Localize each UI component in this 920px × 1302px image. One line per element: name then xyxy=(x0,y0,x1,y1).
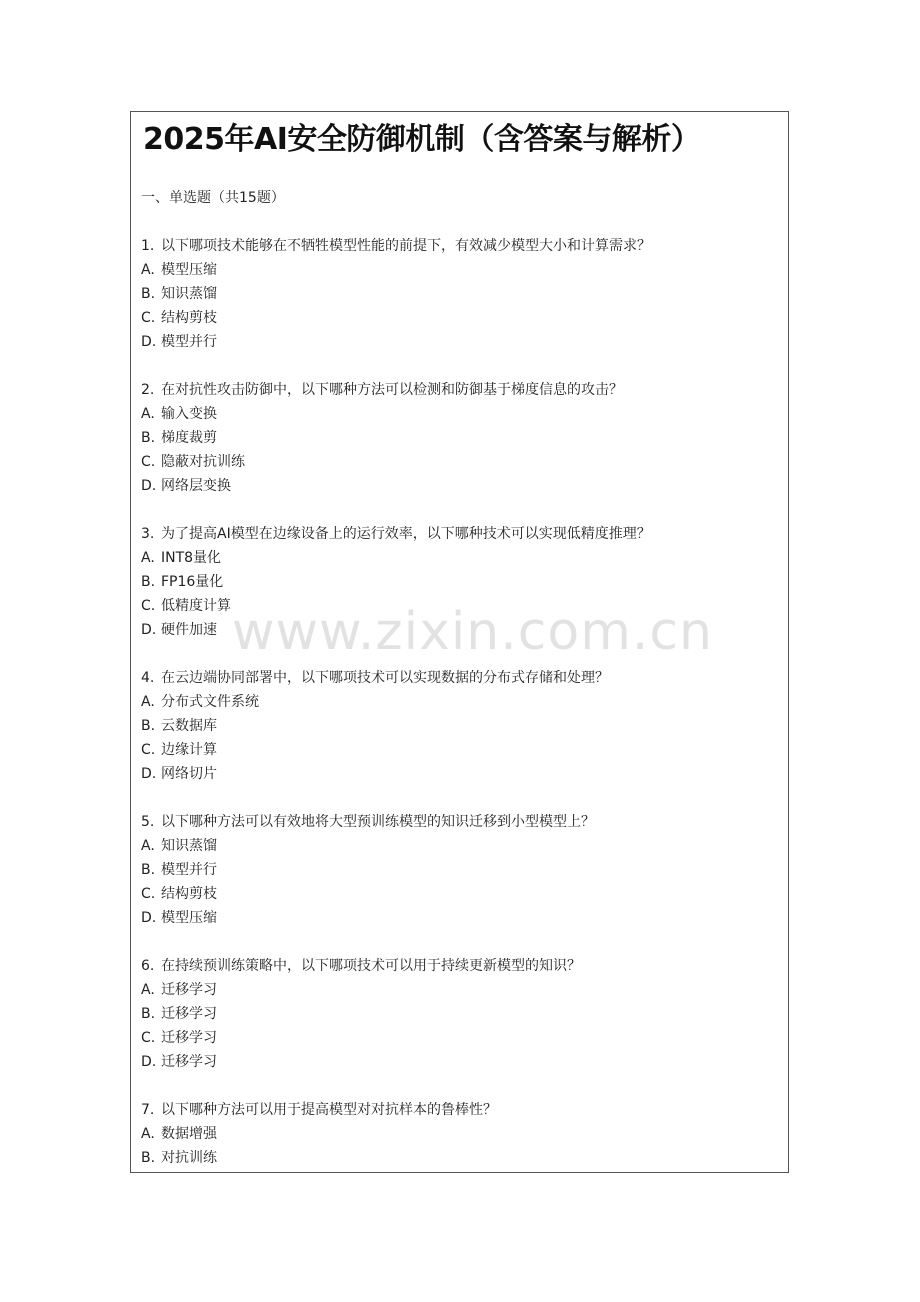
option-item xyxy=(141,546,781,570)
question-text: 以下哪种方法可以用于提高模型对对抗样本的鲁棒性？ xyxy=(161,1102,497,1118)
option-text: 模型并行 xyxy=(161,862,217,878)
question-block xyxy=(141,234,781,354)
option-item xyxy=(141,306,781,330)
option-text: 隐蔽对抗训练 xyxy=(161,454,245,470)
option-letter: D. xyxy=(141,1054,157,1070)
option-item xyxy=(141,714,781,738)
option-item xyxy=(141,1026,781,1050)
option-letter: D. xyxy=(141,478,157,494)
question-line xyxy=(141,1098,781,1122)
option-letter: B. xyxy=(141,574,156,590)
option-item xyxy=(141,906,781,930)
question-number: 1. xyxy=(141,238,155,254)
option-item xyxy=(141,258,781,282)
option-item xyxy=(141,690,781,714)
option-item xyxy=(141,594,781,618)
question-number: 7. xyxy=(141,1102,155,1118)
option-letter: C. xyxy=(141,1030,156,1046)
option-item xyxy=(141,1050,781,1074)
option-letter: A. xyxy=(141,262,155,278)
question-number: 6. xyxy=(141,958,155,974)
option-text: 边缘计算 xyxy=(161,742,217,758)
option-text: 知识蒸馏 xyxy=(161,286,217,302)
option-letter: C. xyxy=(141,598,156,614)
question-number: 2. xyxy=(141,382,155,398)
option-letter: A. xyxy=(141,838,155,854)
question-text: 为了提高AI模型在边缘设备上的运行效率，以下哪种技术可以实现低精度推理？ xyxy=(161,526,651,542)
option-text: 迁移学习 xyxy=(161,1054,217,1070)
option-text: 硬件加速 xyxy=(161,622,217,638)
option-letter: D. xyxy=(141,334,157,350)
option-text: 分布式文件系统 xyxy=(161,694,259,710)
option-item xyxy=(141,1002,781,1026)
option-text: 云数据库 xyxy=(161,718,217,734)
option-item xyxy=(141,738,781,762)
question-text: 在持续预训练策略中，以下哪项技术可以用于持续更新模型的知识？ xyxy=(161,958,581,974)
option-letter: B. xyxy=(141,862,156,878)
option-text: 网络切片 xyxy=(161,766,217,782)
option-letter: B. xyxy=(141,1006,156,1022)
option-letter: C. xyxy=(141,886,156,902)
option-item xyxy=(141,978,781,1002)
option-item xyxy=(141,1122,781,1146)
document-title: 2025年AI安全防御机制（含答案与解析） xyxy=(143,122,701,157)
option-text: 迁移学习 xyxy=(161,1006,217,1022)
question-block xyxy=(141,954,781,1074)
question-block xyxy=(141,378,781,498)
option-letter: B. xyxy=(141,430,156,446)
watermark: www.zixin.com.cn xyxy=(232,602,713,662)
option-letter: C. xyxy=(141,310,156,326)
question-number: 3. xyxy=(141,526,155,542)
option-text: 低精度计算 xyxy=(161,598,231,614)
option-text: 对抗训练 xyxy=(161,1150,217,1166)
question-block xyxy=(141,1098,781,1170)
question-text: 在对抗性攻击防御中，以下哪种方法可以检测和防御基于梯度信息的攻击？ xyxy=(161,382,623,398)
option-text: 数据增强 xyxy=(161,1126,217,1142)
option-text: 结构剪枝 xyxy=(161,310,217,326)
option-item xyxy=(141,882,781,906)
option-letter: C. xyxy=(141,454,156,470)
option-text: 模型并行 xyxy=(161,334,217,350)
option-item xyxy=(141,426,781,450)
option-text: 网络层变换 xyxy=(161,478,231,494)
option-item xyxy=(141,570,781,594)
option-item xyxy=(141,1146,781,1170)
question-line xyxy=(141,234,781,258)
option-text: 知识蒸馏 xyxy=(161,838,217,854)
option-item xyxy=(141,762,781,786)
question-line xyxy=(141,666,781,690)
option-letter: D. xyxy=(141,766,157,782)
document-page xyxy=(130,111,789,1173)
question-text: 以下哪项技术能够在不牺牲模型性能的前提下，有效减少模型大小和计算需求？ xyxy=(161,238,651,254)
option-item xyxy=(141,402,781,426)
option-letter: B. xyxy=(141,1150,156,1166)
question-number: 4. xyxy=(141,670,155,686)
option-text: 迁移学习 xyxy=(161,982,217,998)
question-line xyxy=(141,522,781,546)
option-text: 结构剪枝 xyxy=(161,886,217,902)
question-number: 5. xyxy=(141,814,155,830)
option-text: 模型压缩 xyxy=(161,262,217,278)
option-item xyxy=(141,450,781,474)
option-letter: B. xyxy=(141,718,156,734)
option-text: INT8量化 xyxy=(161,550,222,566)
option-item xyxy=(141,858,781,882)
question-block xyxy=(141,810,781,930)
question-block xyxy=(141,522,781,642)
option-letter: D. xyxy=(141,622,157,638)
question-line xyxy=(141,954,781,978)
question-line xyxy=(141,378,781,402)
option-item xyxy=(141,618,781,642)
option-text: 输入变换 xyxy=(161,406,217,422)
question-list xyxy=(141,234,781,1173)
option-text: 梯度裁剪 xyxy=(161,430,217,446)
option-text: 模型压缩 xyxy=(161,910,217,926)
option-letter: A. xyxy=(141,982,155,998)
option-letter: D. xyxy=(141,910,157,926)
option-letter: A. xyxy=(141,1126,155,1142)
option-item xyxy=(141,834,781,858)
question-block xyxy=(141,666,781,786)
question-text: 在云边端协同部署中，以下哪项技术可以实现数据的分布式存储和处理？ xyxy=(161,670,609,686)
option-item xyxy=(141,330,781,354)
option-item xyxy=(141,474,781,498)
question-text: 以下哪种方法可以有效地将大型预训练模型的知识迁移到小型模型上？ xyxy=(161,814,595,830)
option-letter: A. xyxy=(141,694,155,710)
option-text: 迁移学习 xyxy=(161,1030,217,1046)
option-letter: A. xyxy=(141,406,155,422)
option-text: FP16量化 xyxy=(161,574,224,590)
option-letter: B. xyxy=(141,286,156,302)
option-item xyxy=(141,282,781,306)
question-line xyxy=(141,810,781,834)
option-letter: A. xyxy=(141,550,155,566)
option-letter: C. xyxy=(141,742,156,758)
section-heading: 一、单选题（共15题） xyxy=(141,190,285,206)
